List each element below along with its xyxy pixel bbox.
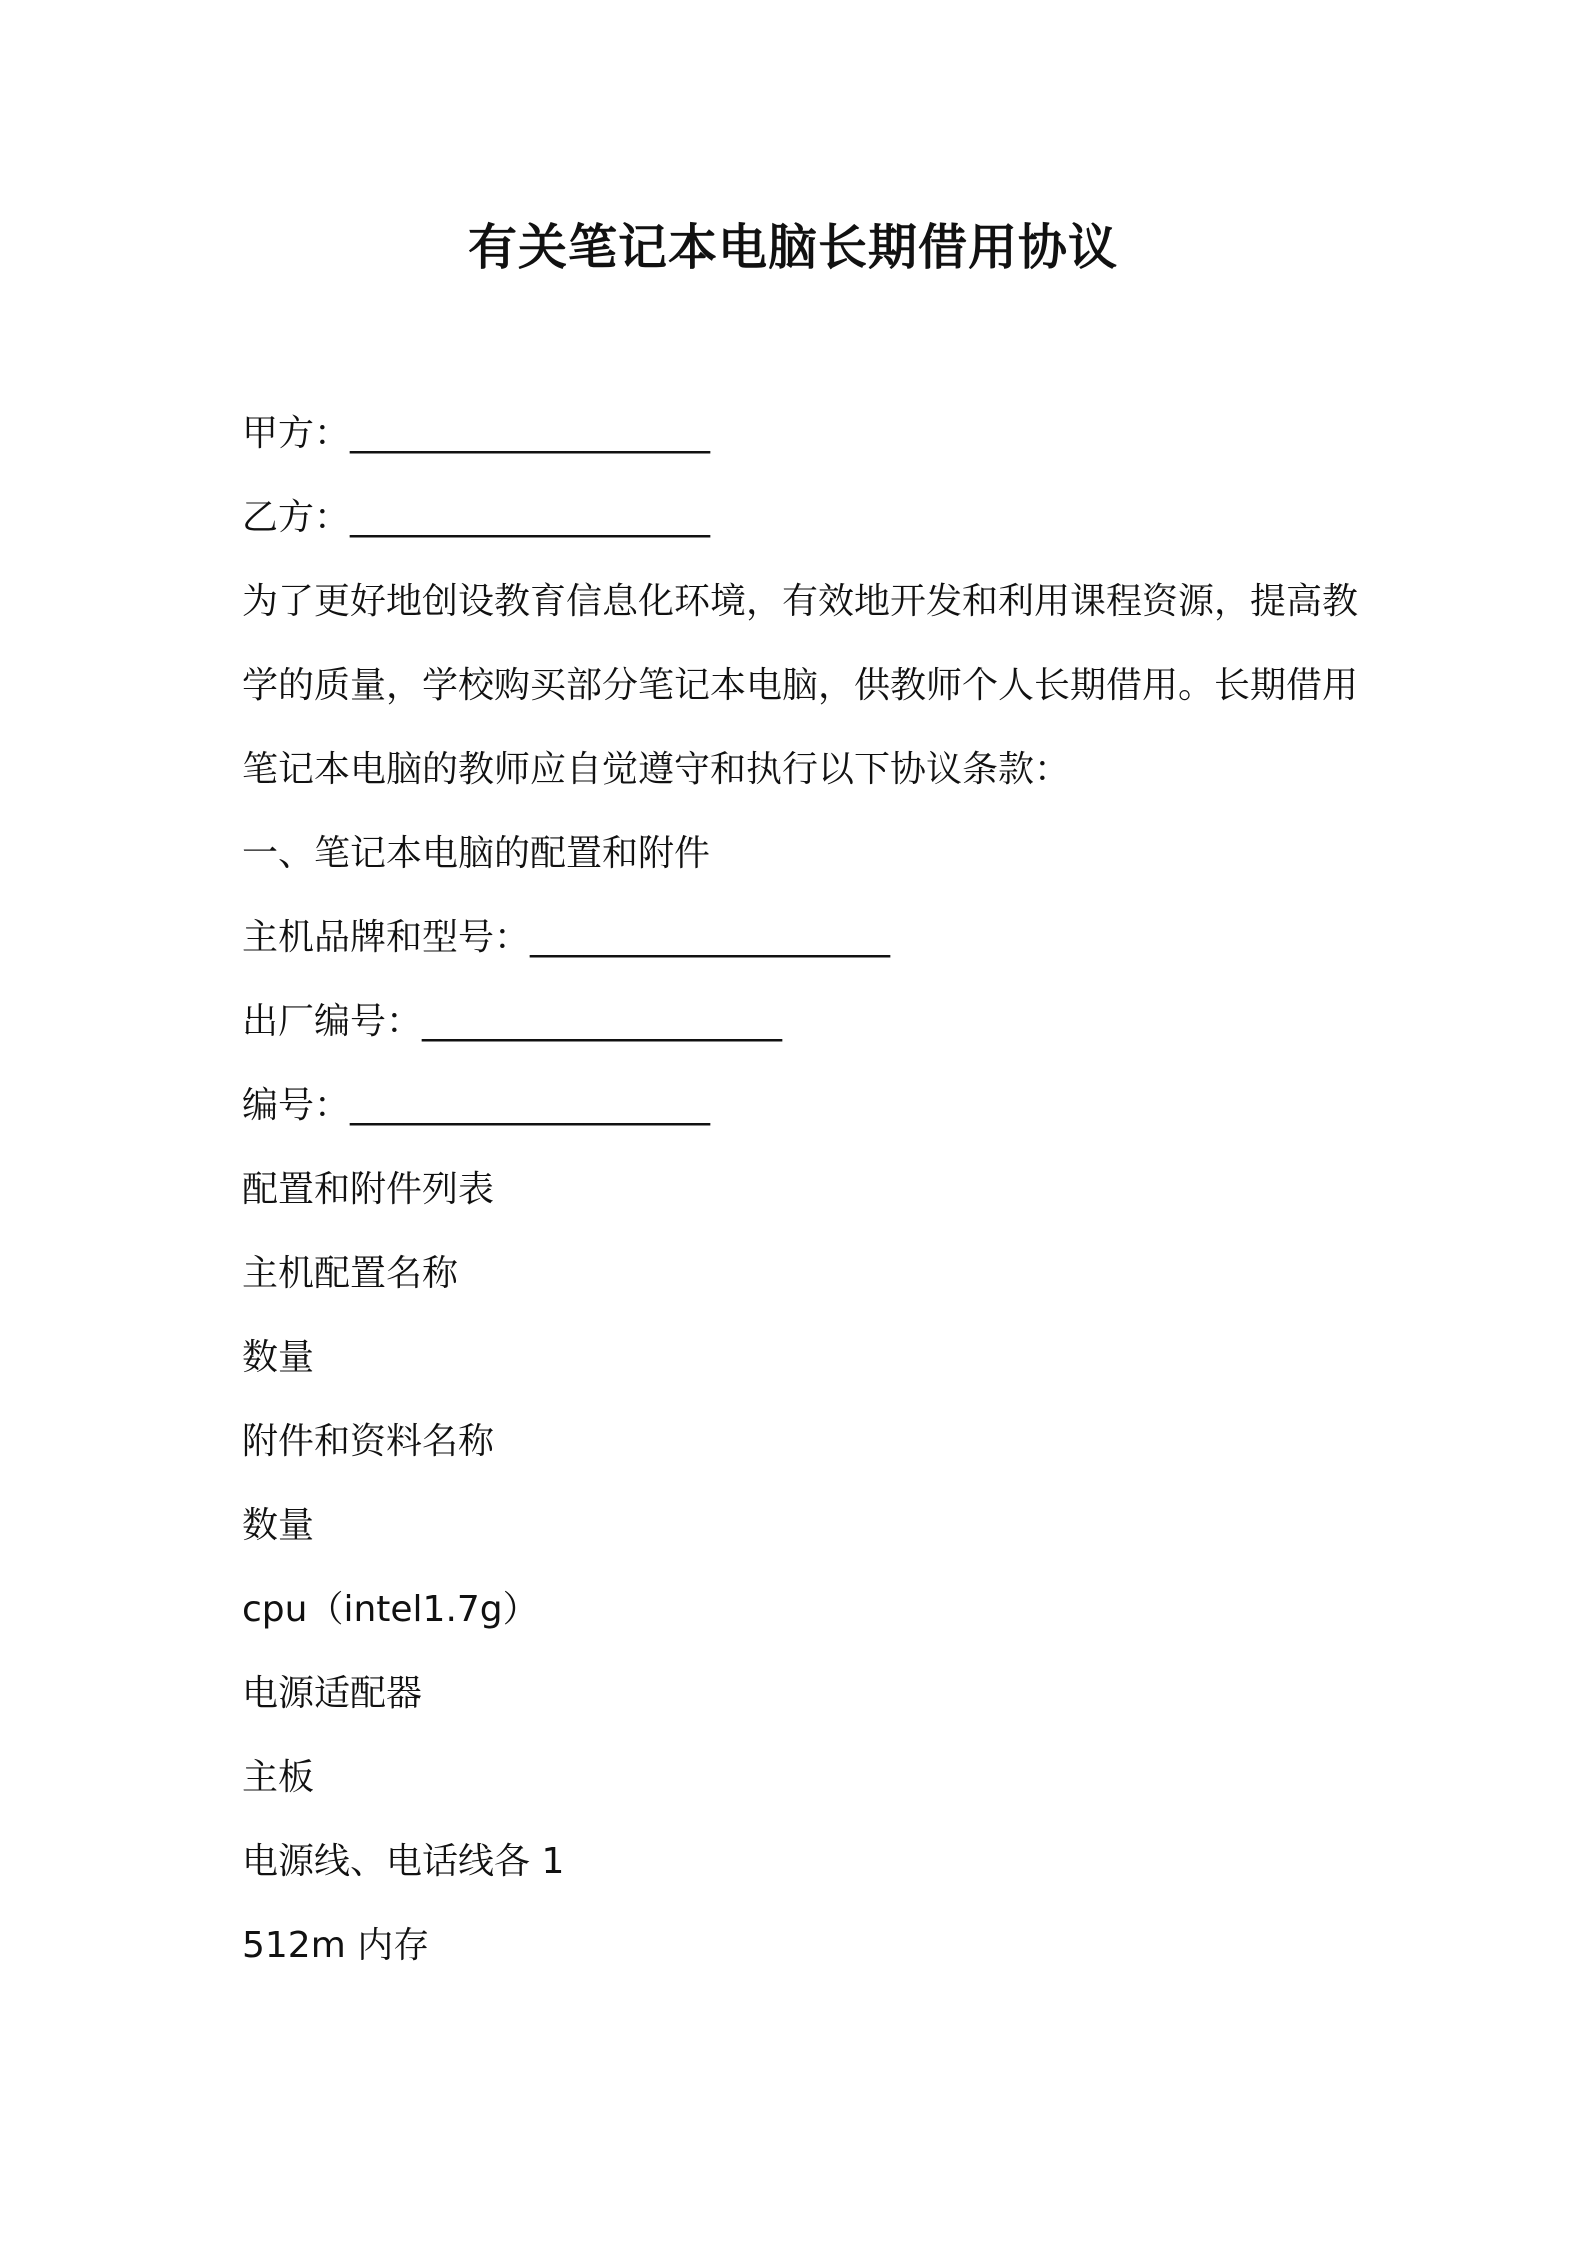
intro-paragraph: 为了更好地创设教育信息化环境，有效地开发和利用课程资源，提高教学的质量，学校购买部分笔记本电脑，供教师个人长期借用。长期借用笔记本电脑的教师应自觉遵守和执行以下协议条款：	[242, 581, 1359, 790]
accessories-header: 附件和资料名称	[242, 1421, 495, 1462]
item-motherboard: 主板	[242, 1757, 315, 1798]
brand-model-field: 主机品牌和型号：____________________	[242, 917, 891, 958]
section-1-heading: 一、笔记本电脑的配置和附件	[242, 833, 711, 874]
document-title: 有关笔记本电脑长期借用协议	[467, 219, 1118, 276]
party-b-field: 乙方：____________________	[242, 497, 711, 538]
item-power-adapter: 电源适配器	[242, 1673, 423, 1714]
list-title: 配置和附件列表	[242, 1169, 495, 1210]
quantity-header-1: 数量	[242, 1337, 315, 1378]
quantity-header-2: 数量	[242, 1505, 315, 1546]
document-body	[242, 392, 1362, 1988]
factory-number-field: 出厂编号：____________________	[242, 1001, 783, 1042]
item-memory: 512m 内存	[242, 1925, 430, 1966]
item-cables: 电源线、电话线各 1	[242, 1841, 565, 1882]
number-field: 编号：____________________	[242, 1085, 711, 1126]
item-cpu: cpu（intel1.7g）	[242, 1589, 539, 1630]
party-a-field: 甲方：____________________	[242, 413, 711, 454]
host-config-header: 主机配置名称	[242, 1253, 459, 1294]
